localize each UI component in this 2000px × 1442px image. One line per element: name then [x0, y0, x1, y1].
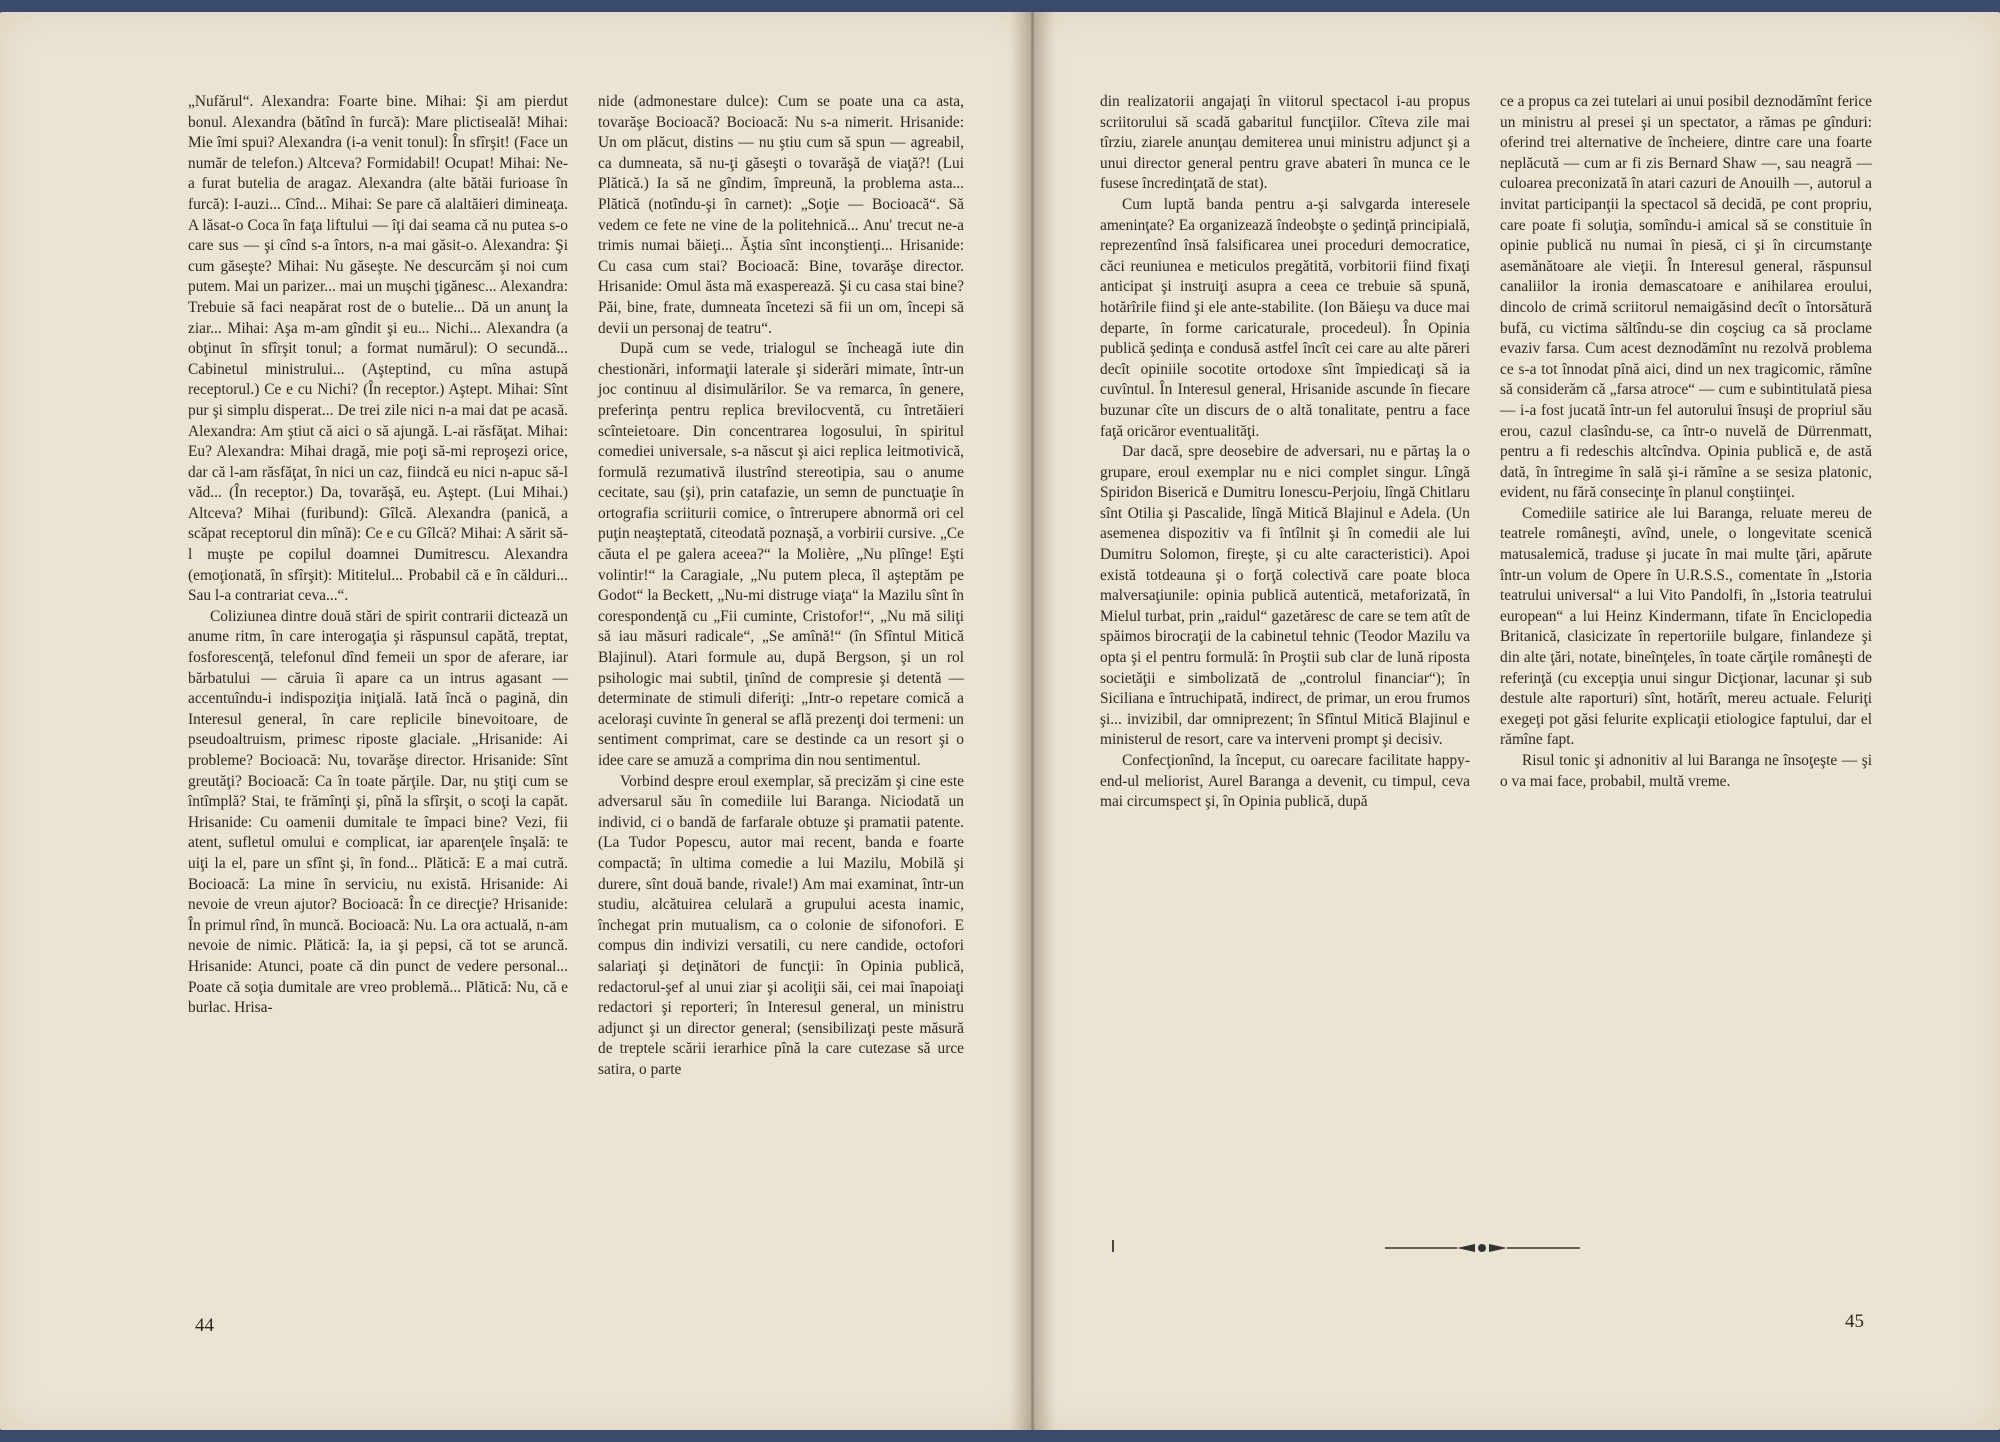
paragraph: Confecţionînd, la început, cu oarecare facilitate happy-end-ul meliorist, Aurel Baranga a devenit, cu timpul, ceva mai circumspect şi, în Opinia publică, după: [1100, 752, 1470, 811]
paragraph: „Nufărul“. Alexandra: Foarte bine. Mihai: Şi am pierdut bonul. Alexandra (bătînd în furcă): Mare plictiseală! Mihai: Mie îmi spui? Alexandra (i-a venit tonul): În sfîrşit! (Face un număr de telefon.) Altceva? Formidabil! Ocupat! Mihai: Ne-a furat butelia de aragaz. Alexandra (alte bătăi furioase în furcă): I-auzi... Cînd... Mihai: Se pare că alaltăieri dimineaţa. A lăsat-o Coca în faţa liftului — îţi dai seama că nu putea s-o care sus — şi cînd s-a întors, n-a mai găsit-o. Alexandra: Şi cum găseşte? Mihai: Nu găseşte. Ne descurcăm şi noi cum putem. Mai un parizer... mai un muşchi ţigănesc... Alexandra: Trebuie să faci neapărat rost de o butelie... Dă un anunţ la ziar... Mihai: Aşa m-am gîndit şi eu... Nichi... Alexandra (a obţinut în sfîrşit tonul; a format numărul): O secundă... Cabinetul ministrului... (Aşteptind, cu mîna astupă receptorul.) Ce e cu Nichi? (În receptor.) Aştept. Mihai: Sînt pur şi simplu disperat... De trei zile nici n-a mai dat pe acasă. Alexandra: Am ştiut că aici o să ajungă. L-ai răsfăţat. Mihai: Eu? Alexandra: Mihai dragă, mie poţi să-mi reproşezi orice, dar că l-am răsfăţat, în nici un caz, fiindcă eu nici n-apuc să-l văd... (În receptor.) Da, tovarăşă, eu. Aştept. (Lui Mihai.) Altceva? Mihai (furibund): Gîlcă. Alexandra (panică, a scăpat receptorul din mînă): Ce e cu Gîlcă? Mihai: A sărit să-l muşte pe copilul doamnei Dumitrescu. Alexandra (emoţionată, în sfîrşit): Mititelul... Probabil că e în călduri... Sau l-a contrariat ceva...“.: [188, 93, 568, 605]
paragraph: Comediile satirice ale lui Baranga, reluate mereu de teatrele româneşti, avînd, unele, o longevitate scenică matusalemică, traduse şi jucate în mai multe ţări, apărute într-un volum de Opere în U.R.S.S., comentate în „Istoria teatrului universal“ a lui Vito Pandolfi, în „Istoria teatrului european“ a lui Heinz Kindermann, tifate în Enciclopedia Britanică, clasicizate în repertoriile bulgare, finlandeze şi din alte ţări, notate, bineînţeles, în toate cărţile româneşti de referinţă (cu excepţia unui singur Dicţionar, lacunar şi sub destule alte raporturi) sînt, hotărît, mereu actuale. Feluriţi exegeţi pot găsi felurite explicaţii etiologice faptului, dar el rămîne fapt.: [1500, 504, 1872, 749]
paragraph: După cum se vede, trialogul se încheagă iute din chestionări, informaţii laterale şi siderări mimate, într-un joc continuu al disimulărilor. Se va remarca, în genere, preferinţa pentru replica brevilocventă, cu întretăieri scînteietoare. Din concentrarea logosului, în spiritul comediei universale, s-a născut şi aici replica leitmotivică, formulă rezumativă ilustrînd stereotipia, sau o anume cecitate, sau (şi), prin catafazie, un semn de punctuaţie în ortografia scriiturii comice, o întrerupere abnormă ori cel puţin neaşteptată, citeodată poznaşă, a vorbirii cursive. „Ce căuta el pe galera aceea?“ la Molière, „Nu plînge! Eşti volintir!“ la Caragiale, „Nu putem pleca, îl aşteptăm pe Godot“ la Beckett, „Nu-mi distruge viaţa“ la Mazilu sînt în corespondenţă cu „Fii cuminte, Cristofor!“, „Nu mă siliţi să iau măsuri radicale“, „Se amînă!“ (în Sfîntul Mitică Blajinul). Atari formule au, după Bergson, şi un rol psihologic mai subtil, ţinînd de compresie şi detentă — determinate de stimuli diferiţi: „Intr-o repetare comică a aceloraşi cuvinte în general se află prezenţi doi termeni: un sentiment comprimat, care se destinde ca un resort şi o idee care se amuză a comprima din nou sentimentul.: [598, 340, 964, 769]
page-number-left: 44: [195, 1315, 214, 1336]
book-gutter: [1010, 12, 1055, 1430]
paragraph: Coliziunea dintre două stări de spirit contrarii dictează un anume ritm, în care interogaţia şi răspunsul capătă, treptat, fosforescenţă, telefonul dînd femeii un spor de aferare, iar bărbatului — căruia îi apare ca un intrus agasant — accentuîndu-i indispoziţia iniţială. Iată încă o pagină, din Interesul general, în care replicile binevoitoare, de pseudoaltruism, primesc riposte glaciale. „Hrisanide: Ai probleme? Bocioacă: Nu, tovarăşe director. Hrisanide: Sînt greutăţi? Bocioacă: Ca în toate părţile. Dar, nu ştiţi cum se întîmplă? Stai, te frămînţi şi, pînă la sfîrşit, o scoţi la capăt. Hrisanide: Cu oamenii dumitale te împaci bine? Vezi, fii atent, sufletul omului e complicat, iar aparenţele înşală: te uiţi la el, pare un sfînt şi, în fond... Plătică: E a mai cutră. Bocioacă: La mine în serviciu, nu există. Hrisanide: Ai nevoie de vreun ajutor? Bocioacă: În ce direcţie? Hrisanide: În primul rînd, în muncă. Bocioacă: Nu. La ora actuală, n-am nevoie de nimic. Plătică: Ia, ia şi pepsi, că tot se aruncă. Hrisanide: Atunci, poate că din punct de vedere personal... Poate că soţia dumitale are vreo problemă... Plătică: Nu, că e burlac. Hrisa-: [188, 607, 568, 1017]
paragraph: din realizatorii angajaţi în viitorul spectacol i-au propus scriitorului să scadă gabaritul funcţiilor. Cîteva zile mai tîrziu, ziarele anunţau demiterea unui ministru adjunct şi a unui director general pentru grave abateri în munca ce le fusese încredinţată de stat).: [1100, 93, 1470, 193]
paragraph: Risul tonic şi adnonitiv al lui Baranga ne însoţeşte — şi o va mai face, probabil, multă vreme.: [1500, 752, 1872, 790]
margin-mark: [1112, 1240, 1114, 1252]
section-end-ornament: [1385, 1240, 1580, 1256]
left-page-column-1: [188, 92, 568, 1019]
left-page-column-2: [598, 92, 964, 1081]
paragraph: ce a propus ca zei tutelari ai unui posibil deznodămînt ferice un ministru al presei şi un spectator, a rămas pe gînduri: oferind trei alternative de încheiere, dintre care una foarte neplăcută — cum ar fi zis Bernard Shaw —, sau neagră — culoarea preconizată în atari cazuri de Anouilh —, autorul a invitat participanţii la spectacol să decidă, pe cont propriu, care poate fi soluţia, somîndu-i amical să se constituie în opinie publică nu numai în piesă, ci şi în circumstanţe asemănătoare ale vieţii. În Interesul general, răspunsul canaliilor la ironia demascatoare e anihilarea eroului, dincolo de crimă scriitorul nemaigăsind decît o întorsătură bufă, cu victima săltîndu-se din coşciug ca să proclame evaziv farsa. Cum acest deznodămînt nu rezolvă problema ce s-a tot înnodat pînă aici, dind un nex tragicomic, rămîne să considerăm că „farsa atroce“ — cum e subintitulată piesa — i-a fost jucată într-un fel autorului însuşi de propriul său erou, cazul clasîndu-se, ca într-o nuvelă de Dürrenmatt, pentru a fi redeschis altcîndva. Opinia publică e, de astă dată, în întregime în sală şi-i rămîne a se sesiza platonic, evident, nu fără consecinţe în planul conştiinţei.: [1500, 93, 1872, 502]
page-number-right: 45: [1845, 1311, 1864, 1332]
paragraph: nide (admonestare dulce): Cum se poate una ca asta, tovarăşe Bocioacă? Bocioacă: Nu s-a nimerit. Hrisanide: Un om plăcut, distins — nu ştiu cum să spun — agreabil, ca dumneata, să nu-ţi găseşti o tovarăşă de viaţă?! (Lui Plătică.) Ia să ne gîndim, împreună, la problema asta... Plătică (notîndu-şi în carnet): „Soţie — Bocioacă“. Să vedem ce fete ne vine de la politehnică... Anu' trecut ne-a trimis numai băieţi... Ăştia sînt inconştienţi... Hrisanide: Cu casa cum stai? Bocioacă: Bine, tovarăşe director. Hrisanide: Omul ăsta mă exasperează. Şi cu casa stai bine? Păi, bine, frate, dumneata încetezi să fii un om, începi să devii un personaj de teatru“.: [598, 93, 964, 337]
paragraph: Cum luptă banda pentru a-şi salvgarda interesele ameninţate? Ea organizează îndeobşte o şedinţă principială, reprezentînd însă falsificarea unei proceduri democratice, căci reuniunea e meticulos pregătită, vorbitorii fiind fixaţi anticipat şi instruiţi asupra a ceea ce trebuie să spună, hotărîrile fiind şi ele ante-stabilite. (Ion Băieşu va duce mai departe, în forme caricaturale, procedeul). În Opinia publică şedinţa e condusă astfel încît cei care au alte păreri decît opiniile socotite ortodoxe sînt împiedicaţi să ia cuvîntul. În Interesul general, Hrisanide ascunde în fiecare buzunar cîte un discurs de o altă tonalitate, pentru a face faţă oricăror eventualităţi.: [1100, 195, 1470, 440]
paragraph: Dar dacă, spre deosebire de adversari, nu e părtaş la o grupare, eroul exemplar nu e nici complet singur. Lîngă Spiridon Biserică e Dumitru Ionescu-Perjoiu, lîngă Chitlaru sînt Otilia şi Pascalide, lîngă Mitică Blajinul e Adela. (Un asemenea dispozitiv va fi întîlnit şi în comedii ale lui Dumitru Solomon, fireşte, şi cu alte caracteristici). Apoi există totdeauna şi o forţă colectivă care poate bloca malversaţiunile: opinia publică autentică, metaforizată, în Mielul turbat, prin „raidul“ gazetăresc de care se tem atît de spăimos birocraţii de la cabinetul tehnic (Teodor Mazilu va opta şi el pentru formulă: în Proştii sub clar de lună riposta societăţii e simbolizată de „controlul financiar“); în Siciliana e întruchipată, indirect, de primar, un erou frumos şi... invizibil, dar omniprezent; în Sfîntul Mitică Blajinul e ministerul de resort, care va interveni prompt şi decisiv.: [1100, 443, 1470, 749]
right-page-column-1: [1100, 92, 1470, 813]
right-page-column-2: [1500, 92, 1872, 792]
paragraph: Vorbind despre eroul exemplar, să precizăm şi cine este adversarul său în comediile lui Baranga. Niciodată un individ, ci o bandă de farfarale obtuze şi pramatii patente. (La Tudor Popescu, autor mai recent, banda e foarte compactă; în ultima comedie a lui Mazilu, Mobilă şi durere, sînt două bande, rivale!) Am mai examinat, într-un studiu, alcătuirea celulară a grupului acesta inamic, închegat prin mutualism, ca o colonie de sifonofori. E compus din indivizi versatili, cu nere candide, octofori salariaţi şi deţinători de funcţii: în Opinia publică, redactorul-şef al unui ziar şi acoliţii săi, cei mai înapoiaţi redactori şi reporteri; în Interesul general, un ministru adjunct şi un director general; (sensibilizaţi peste măsură de treptele scării ierarhice pînă la care cutezase să urce satira, o parte: [598, 772, 964, 1078]
